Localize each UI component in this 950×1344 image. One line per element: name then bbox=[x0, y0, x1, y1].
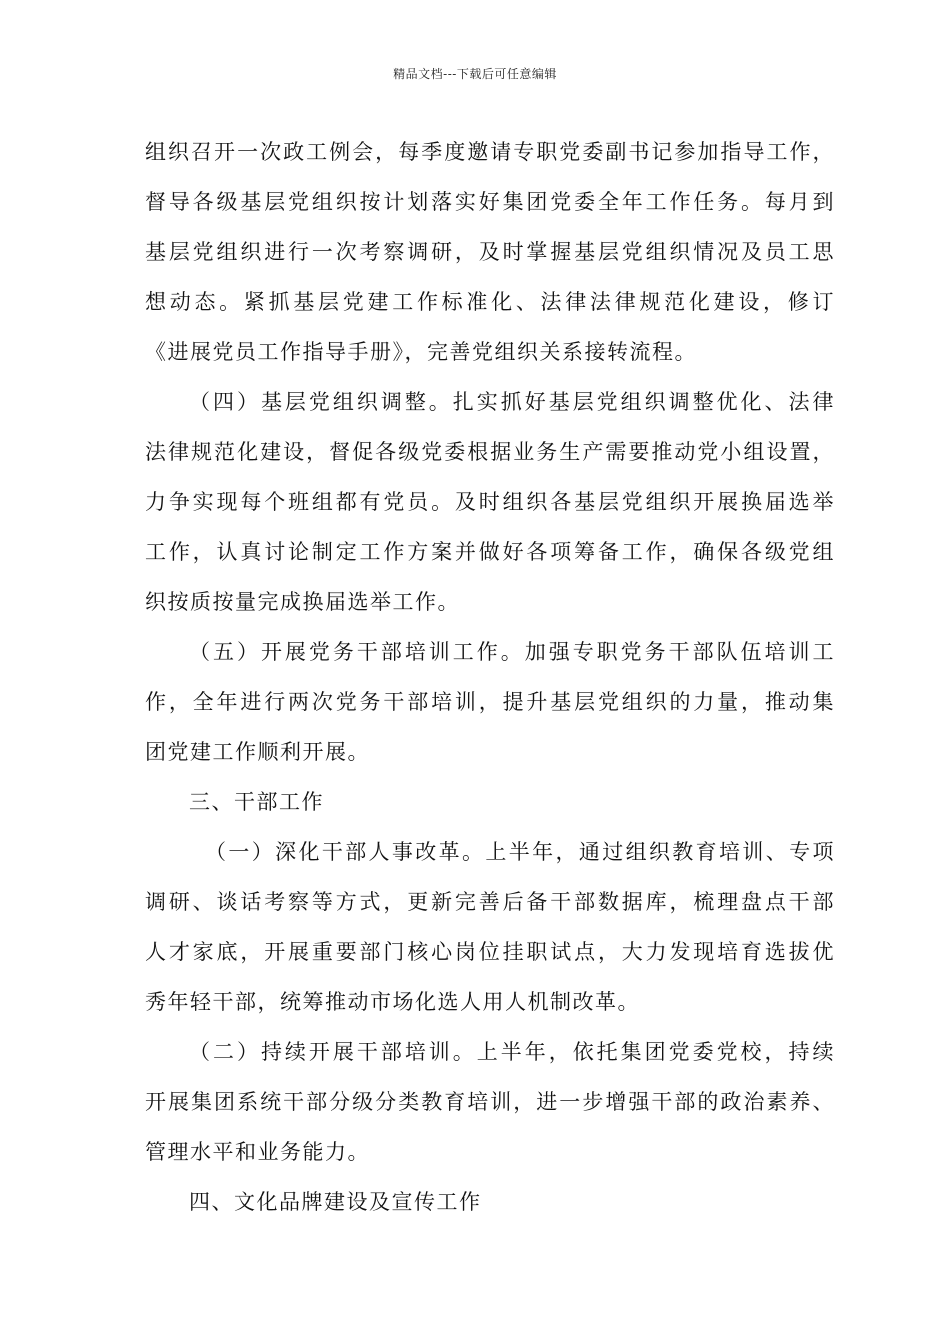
text-line: 基层党组织进行一次考察调研，及时掌握基层党组织情况及员工思 bbox=[145, 240, 835, 264]
section-heading-cadre-work bbox=[145, 777, 835, 827]
text-line: 开展集团系统干部分级分类教育培训，进一步增强干部的政治素养、 bbox=[145, 1090, 835, 1114]
heading-text: 三、干部工作 bbox=[189, 790, 324, 814]
text-line: 调研、谈话考察等方式，更新完善后备干部数据库，梳理盘点干部 bbox=[145, 890, 835, 914]
text-line: 秀年轻干部，统筹推动市场化选人用人机制改革。 bbox=[145, 990, 640, 1014]
text-line: 管理水平和业务能力。 bbox=[145, 1140, 370, 1164]
text-line: 人才家底，开展重要部门核心岗位挂职试点，大力发现培育选拔优 bbox=[145, 940, 835, 964]
heading-text: 四、文化品牌建设及宣传工作 bbox=[189, 1190, 482, 1214]
text-line: 力争实现每个班组都有党员。及时组织各基层党组织开展换届选举 bbox=[145, 490, 835, 514]
text-line: 督导各级基层党组织按计划落实好集团党委全年工作任务。每月到 bbox=[145, 190, 835, 214]
text-line: （五）开展党务干部培训工作。加强专职党务干部队伍培训工 bbox=[189, 640, 835, 664]
text-line: 组织召开一次政工例会，每季度邀请专职党委副书记参加指导工作， bbox=[145, 140, 835, 164]
paragraph-cadre-2 bbox=[145, 1027, 835, 1177]
text-line: 《进展党员工作指导手册》，完善党组织关系接转流程。 bbox=[145, 340, 697, 364]
text-line: （二）持续开展干部培训。上半年，依托集团党委党校，持续 bbox=[189, 1040, 835, 1064]
document-body bbox=[145, 127, 835, 1227]
section-heading-culture-brand bbox=[145, 1177, 835, 1227]
text-line: 作，全年进行两次党务干部培训，提升基层党组织的力量，推动集 bbox=[145, 690, 835, 714]
text-line: 法律规范化建设，督促各级党委根据业务生产需要推动党小组设置， bbox=[145, 440, 835, 464]
text-line: 工作，认真讨论制定工作方案并做好各项筹备工作，确保各级党组 bbox=[145, 540, 835, 564]
page-header: 精品文档---下载后可任意编辑 bbox=[393, 67, 557, 81]
text-line: 织按质按量完成换届选举工作。 bbox=[145, 590, 460, 614]
text-line: 团党建工作顺利开展。 bbox=[145, 740, 370, 764]
text-line: （四）基层党组织调整。扎实抓好基层党组织调整优化、法律 bbox=[189, 390, 835, 414]
text-line: 想动态。紧抓基层党建工作标准化、法律法律规范化建设，修订 bbox=[145, 290, 835, 314]
paragraph-section-5 bbox=[145, 627, 835, 777]
text-line: （一）深化干部人事改革。上半年，通过组织教育培训、专项 bbox=[205, 840, 835, 864]
paragraph-section-4 bbox=[145, 377, 835, 627]
paragraph-cadre-1 bbox=[145, 827, 835, 1027]
paragraph-party-org-management bbox=[145, 127, 835, 377]
